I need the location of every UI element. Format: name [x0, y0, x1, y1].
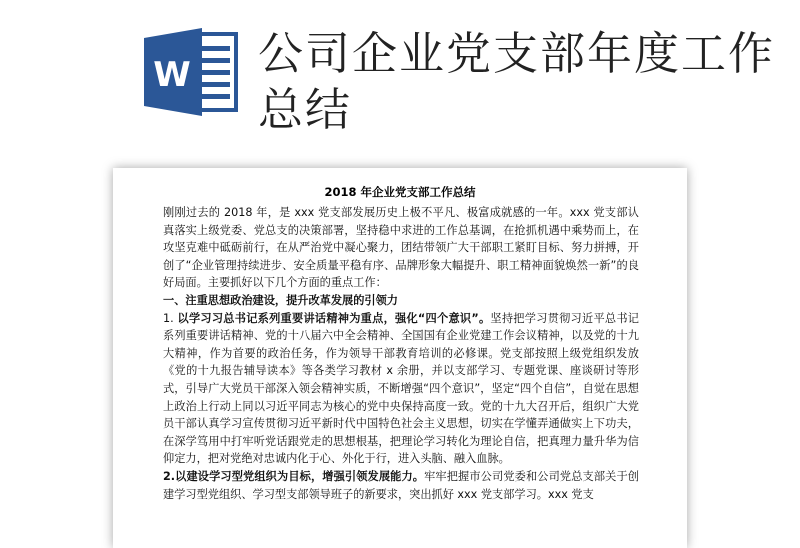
document-heading: 2018 年企业党支部工作总结 — [324, 185, 476, 199]
item-2-text: 牢牢把握市公司党委和公司党总支部关于创建学习型党组织、学习型支部领导班子的新要求，突出抓好 xxx 党支部学习。xxx 党支 — [163, 469, 639, 501]
item-1-lead: 以学习习总书记系列重要讲话精神为重点，强化“四个意识”。 — [177, 311, 491, 325]
item-1-text: 坚持把学习贯彻习近平总书记系列重要讲话精神、党的十八届六中全会精神、全国国有企业党建工作会议精神，以及党的十九大精神，作为首要的政治任务，作为领导干部教育培训的必修课。党支部按照上级党组织发放《党的十九报告辅导读本》等各类学习教材 x 余册，并以支部学习、专题党课、座谈研讨等形式，引导广大党员干部深入领会精神实质，不断增强“四个意识”，坚定“四个自信”，自觉在思想上政治上行动上同以习近平同志为核心的党中央保持高度一致。党的十九大召开后，组织广大党员干部认真学习宣传贯彻习近平新时代中国特色社会主义思想，切实在学懂弄通做实上下功夫，在深学笃用中打牢听党话跟党走的思想根基，把理论学习转化为理论自信，把真理力量升华为信仰定力，把对党绝对忠诚内化于心、外化于行，进入头脑、融入血脉。 — [163, 311, 639, 466]
intro-paragraph: 刚刚过去的 2018 年，是 xxx 党支部发展历史上极不平凡、极富成就感的一年。xxx 党支部认真落实上级党委、党总支的决策部署，坚持稳中求进的工作总基调，在抢抓机遇中乘势而上，在攻坚克难中砥砺前行，在从严治党中凝心聚力，团结带领广大干部职工紧盯目标、努力拼搏，开创了“企业管理持续进步、安全质量平稳有序、品牌形象大幅提升、职工精神面貌焕然一新”的良好局面。主要抓好以下几个方面的重点工作： — [163, 206, 639, 290]
item-2-paragraph — [163, 468, 639, 503]
item-1-number: 1. — [163, 311, 178, 325]
banner-header — [0, 0, 800, 160]
item-1-paragraph — [163, 310, 639, 468]
section-heading: 一、注重思想政治建设，提升改革发展的引领力 — [163, 293, 398, 307]
word-document-icon — [142, 28, 240, 116]
document-page — [113, 168, 687, 548]
word-icon-letter: W — [153, 55, 191, 95]
page-title: 公司企业党支部年度工作总结 — [258, 27, 776, 136]
document-body — [163, 204, 639, 503]
item-2-lead: 2.以建设学习型党组织为目标，增强引领发展能力。 — [163, 469, 425, 483]
